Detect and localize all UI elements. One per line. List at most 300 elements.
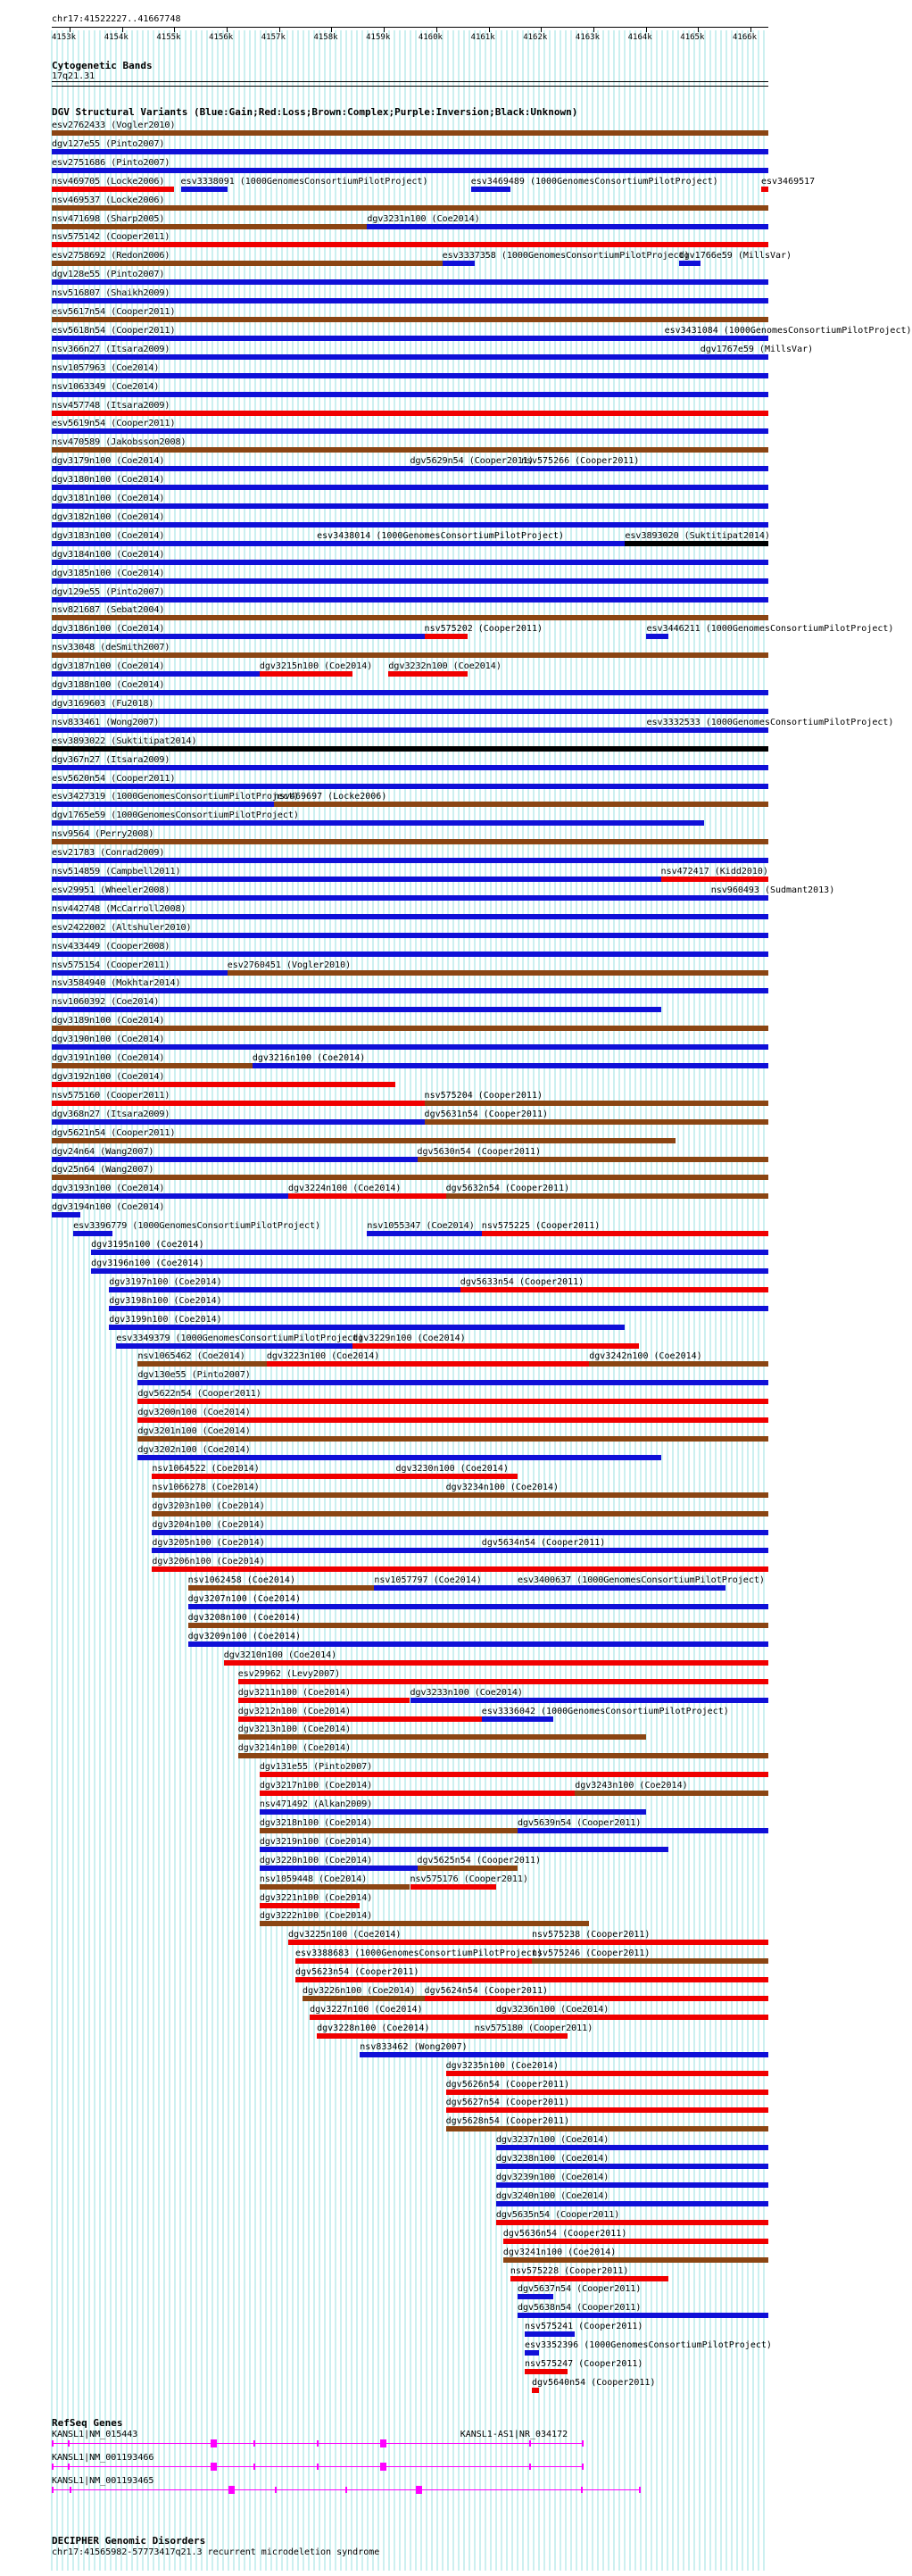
variant-bar[interactable]: [303, 1996, 425, 2001]
variant-label[interactable]: nsv470589 (Jakobsson2008): [52, 437, 187, 448]
variant-label[interactable]: dgv5638n54 (Cooper2011): [517, 2303, 642, 2314]
variant-label[interactable]: dgv3169603 (Fu2018): [52, 698, 154, 709]
variant-label[interactable]: nsv575176 (Cooper2011): [410, 1874, 528, 1884]
variant-bar[interactable]: [443, 261, 475, 266]
variant-bar[interactable]: [52, 392, 768, 397]
variant-label[interactable]: dgv3224n100 (Coe2014): [287, 1184, 402, 1194]
variant-bar[interactable]: [665, 336, 683, 341]
variant-bar[interactable]: [52, 634, 425, 639]
gene-exon[interactable]: [529, 2464, 531, 2470]
gene-exon[interactable]: [317, 2464, 319, 2470]
variant-bar[interactable]: [52, 1026, 768, 1031]
variant-bar[interactable]: [137, 1399, 768, 1404]
variant-label[interactable]: esv3400637 (1000GenomesConsortiumPilotProject): [517, 1575, 765, 1586]
variant-label[interactable]: nsv960493 (Sudmant2013): [710, 885, 835, 895]
variant-bar[interactable]: [52, 279, 768, 285]
variant-bar[interactable]: [52, 560, 768, 565]
variant-label[interactable]: dgv5627n54 (Cooper2011): [445, 2098, 570, 2108]
variant-label[interactable]: nsv366n27 (Itsara2009): [52, 344, 170, 354]
variant-label[interactable]: dgv3243n100 (Coe2014): [575, 1781, 688, 1791]
gene-exon[interactable]: [228, 2486, 235, 2494]
variant-label[interactable]: nsv575160 (Cooper2011): [52, 1090, 170, 1101]
variant-label[interactable]: dgv3181n100 (Coe2014): [52, 494, 165, 503]
variant-bar[interactable]: [238, 1753, 768, 1758]
variant-label[interactable]: dgv3205n100 (Coe2014): [152, 1538, 265, 1549]
variant-bar[interactable]: [52, 839, 768, 844]
variant-label[interactable]: dgv5628n54 (Cooper2011): [445, 2116, 570, 2127]
variant-label[interactable]: dgv128e55 (Pinto2007): [52, 270, 165, 280]
variant-label[interactable]: dgv3195n100 (Coe2014): [91, 1240, 204, 1250]
variant-bar[interactable]: [589, 1361, 768, 1367]
variant-bar[interactable]: [496, 2015, 768, 2020]
variant-label[interactable]: dgv3229n100 (Coe2014): [352, 1333, 466, 1343]
variant-label[interactable]: dgv3201n100 (Coe2014): [137, 1426, 251, 1436]
variant-label[interactable]: esv29951 (Wheeler2008): [52, 885, 170, 895]
variant-label[interactable]: dgv3222n100 (Coe2014): [259, 1911, 373, 1922]
variant-label[interactable]: dgv3228n100 (Coe2014): [317, 2023, 430, 2033]
variant-bar[interactable]: [52, 168, 768, 173]
variant-bar[interactable]: [288, 1193, 446, 1199]
variant-label[interactable]: dgv3240n100 (Coe2014): [495, 2190, 609, 2201]
gene-exon[interactable]: [529, 2440, 531, 2447]
variant-bar[interactable]: [238, 1698, 410, 1703]
variant-bar[interactable]: [625, 541, 768, 546]
variant-label[interactable]: esv3336042 (1000GenomesConsortiumPilotProject): [481, 1706, 729, 1716]
variant-label[interactable]: dgv1767e59 (MillsVar): [700, 344, 814, 354]
variant-label[interactable]: dgv3219n100 (Coe2014): [259, 1836, 373, 1847]
variant-label[interactable]: esv3446211 (1000GenomesConsortiumPilotProject): [646, 624, 894, 635]
variant-label[interactable]: dgv5625n54 (Cooper2011): [417, 1855, 541, 1866]
variant-label[interactable]: dgv3217n100 (Coe2014): [259, 1781, 373, 1791]
variant-bar[interactable]: [52, 933, 768, 938]
variant-bar[interactable]: [52, 1119, 425, 1125]
variant-label[interactable]: dgv3204n100 (Coe2014): [152, 1519, 265, 1530]
variant-bar[interactable]: [52, 242, 768, 247]
variant-label[interactable]: esv2762433 (Vogler2010): [52, 120, 176, 130]
variant-label[interactable]: dgv3193n100 (Coe2014): [52, 1184, 165, 1194]
variant-bar[interactable]: [503, 2257, 768, 2263]
variant-label[interactable]: nsv1065462 (Coe2014): [137, 1351, 245, 1362]
variant-bar[interactable]: [52, 914, 768, 919]
variant-bar[interactable]: [679, 261, 701, 266]
variant-label[interactable]: dgv3191n100 (Coe2014): [52, 1053, 165, 1063]
variant-label[interactable]: nsv575246 (Cooper2011): [532, 1949, 651, 1959]
variant-label[interactable]: dgv3183n100 (Coe2014): [52, 530, 165, 541]
variant-bar[interactable]: [260, 1921, 589, 1926]
variant-bar[interactable]: [52, 690, 768, 695]
gene-label[interactable]: KANSL1|NM_001193466: [52, 2453, 154, 2463]
variant-bar[interactable]: [295, 1958, 532, 1964]
variant-bar[interactable]: [188, 1623, 768, 1628]
variant-bar[interactable]: [410, 1884, 496, 1890]
variant-label[interactable]: esv3431084 (1000GenomesConsortiumPilotProject): [664, 325, 912, 336]
variant-bar[interactable]: [295, 1977, 768, 1982]
gene-exon[interactable]: [582, 2440, 584, 2447]
variant-label[interactable]: esv5619n54 (Cooper2011): [52, 419, 176, 429]
variant-bar[interactable]: [446, 1193, 768, 1199]
variant-bar[interactable]: [188, 1641, 768, 1647]
variant-label[interactable]: nsv1060392 (Coe2014): [52, 997, 160, 1008]
variant-label[interactable]: dgv3233n100 (Coe2014): [410, 1687, 523, 1698]
gene-exon[interactable]: [345, 2487, 347, 2493]
variant-label[interactable]: esv3352396 (1000GenomesConsortiumPilotProject): [524, 2340, 772, 2351]
variant-label[interactable]: dgv3216n100 (Coe2014): [252, 1053, 366, 1063]
variant-label[interactable]: nsv471698 (Sharp2005): [52, 213, 165, 224]
variant-label[interactable]: esv3469489 (1000GenomesConsortiumPilotProject): [470, 176, 718, 187]
variant-bar[interactable]: [52, 485, 768, 490]
variant-label[interactable]: dgv3203n100 (Coe2014): [152, 1500, 265, 1511]
variant-bar[interactable]: [471, 187, 510, 192]
variant-bar[interactable]: [446, 1492, 768, 1498]
variant-bar[interactable]: [260, 671, 352, 677]
variant-bar[interactable]: [496, 2164, 768, 2169]
variant-label[interactable]: nsv472417 (Kidd2010): [660, 867, 768, 877]
variant-label[interactable]: dgv127e55 (Pinto2007): [52, 138, 165, 149]
variant-label[interactable]: esv3338091 (1000GenomesConsortiumPilotProject): [180, 176, 428, 187]
variant-label[interactable]: dgv3192n100 (Coe2014): [52, 1071, 165, 1082]
variant-label[interactable]: dgv367n27 (Itsara2009): [52, 754, 170, 765]
variant-bar[interactable]: [52, 149, 768, 154]
variant-label[interactable]: dgv3206n100 (Coe2014): [152, 1557, 265, 1567]
variant-label[interactable]: esv2751686 (Pinto2007): [52, 157, 170, 168]
variant-label[interactable]: dgv5633n54 (Cooper2011): [460, 1276, 585, 1287]
variant-label[interactable]: dgv3189n100 (Coe2014): [52, 1016, 165, 1026]
variant-label[interactable]: esv2760451 (Vogler2010): [227, 960, 352, 970]
variant-label[interactable]: nsv821687 (Sebat2004): [52, 605, 165, 616]
variant-bar[interactable]: [152, 1474, 395, 1479]
variant-bar[interactable]: [188, 1585, 375, 1591]
variant-label[interactable]: esv3438014 (1000GenomesConsortiumPilotProject): [317, 530, 565, 541]
variant-label[interactable]: dgv5634n54 (Cooper2011): [481, 1538, 606, 1549]
variant-bar[interactable]: [52, 784, 768, 789]
variant-label[interactable]: nsv1057797 (Coe2014): [374, 1575, 482, 1586]
variant-label[interactable]: dgv3236n100 (Coe2014): [495, 2004, 609, 2015]
variant-label[interactable]: dgv3194n100 (Coe2014): [52, 1202, 165, 1213]
variant-label[interactable]: dgv1766e59 (MillsVar): [678, 251, 792, 262]
variant-bar[interactable]: [52, 820, 704, 826]
variant-label[interactable]: dgv3184n100 (Coe2014): [52, 549, 165, 560]
variant-bar[interactable]: [317, 541, 625, 546]
variant-label[interactable]: dgv3210n100 (Coe2014): [223, 1649, 337, 1660]
variant-bar[interactable]: [152, 1511, 768, 1517]
variant-label[interactable]: dgv368n27 (Itsara2009): [52, 1109, 170, 1119]
variant-label[interactable]: dgv3208n100 (Coe2014): [187, 1613, 301, 1623]
variant-bar[interactable]: [52, 522, 768, 528]
variant-label[interactable]: dgv3211n100 (Coe2014): [237, 1687, 352, 1698]
variant-label[interactable]: dgv24n64 (Wang2007): [52, 1146, 154, 1157]
variant-label[interactable]: nsv575204 (Cooper2011): [424, 1090, 543, 1101]
variant-label[interactable]: nsv469537 (Locke2006): [52, 195, 165, 205]
variant-label[interactable]: esv3893020 (Suktitipat2014): [625, 530, 770, 541]
variant-bar[interactable]: [260, 1866, 418, 1871]
variant-bar[interactable]: [52, 877, 661, 882]
gene-exon[interactable]: [416, 2486, 422, 2494]
variant-label[interactable]: esv3469517: [760, 176, 816, 187]
variant-bar[interactable]: [646, 727, 667, 733]
variant-label[interactable]: dgv5640n54 (Cooper2011): [532, 2377, 656, 2388]
variant-label[interactable]: nsv575247 (Cooper2011): [524, 2359, 643, 2369]
variant-label[interactable]: dgv3242n100 (Coe2014): [589, 1351, 702, 1362]
variant-bar[interactable]: [525, 2350, 539, 2356]
variant-bar[interactable]: [52, 578, 768, 584]
variant-bar[interactable]: [52, 671, 260, 677]
variant-label[interactable]: nsv575142 (Cooper2011): [52, 232, 170, 243]
variant-label[interactable]: nsv833461 (Wong2007): [52, 717, 160, 727]
variant-bar[interactable]: [475, 2033, 568, 2039]
variant-label[interactable]: dgv3198n100 (Coe2014): [109, 1295, 222, 1306]
variant-label[interactable]: dgv3227n100 (Coe2014): [310, 2004, 423, 2015]
variant-label[interactable]: nsv471492 (Alkan2009): [259, 1799, 373, 1809]
variant-bar[interactable]: [52, 1157, 418, 1162]
gene-exon[interactable]: [52, 2464, 54, 2470]
variant-bar[interactable]: [52, 597, 768, 602]
variant-bar[interactable]: [260, 1847, 668, 1852]
variant-label[interactable]: esv3337358 (1000GenomesConsortiumPilotProject): [442, 251, 690, 262]
variant-label[interactable]: nsv833462 (Wong2007): [360, 2041, 468, 2052]
variant-label[interactable]: nsv9564 (Perry2008): [52, 829, 154, 840]
gene-exon[interactable]: [52, 2487, 54, 2493]
variant-label[interactable]: nsv575202 (Cooper2011): [424, 624, 543, 635]
variant-label[interactable]: nsv575154 (Cooper2011): [52, 960, 170, 970]
variant-label[interactable]: dgv3186n100 (Coe2014): [52, 624, 165, 635]
variant-bar[interactable]: [52, 765, 768, 770]
variant-bar[interactable]: [52, 503, 768, 509]
variant-bar[interactable]: [425, 1119, 768, 1125]
variant-label[interactable]: dgv3179n100 (Coe2014): [52, 456, 165, 467]
variant-label[interactable]: dgv3215n100 (Coe2014): [259, 661, 373, 672]
variant-bar[interactable]: [91, 1268, 768, 1274]
variant-bar[interactable]: [532, 1958, 768, 1964]
variant-bar[interactable]: [367, 224, 768, 229]
variant-bar[interactable]: [52, 130, 768, 136]
variant-bar[interactable]: [360, 2052, 768, 2057]
variant-bar[interactable]: [575, 1791, 768, 1796]
variant-label[interactable]: esv5617n54 (Cooper2011): [52, 307, 176, 317]
variant-label[interactable]: dgv5637n54 (Cooper2011): [517, 2284, 642, 2295]
variant-bar[interactable]: [52, 1193, 288, 1199]
variant-bar[interactable]: [260, 1884, 410, 1890]
variant-bar[interactable]: [761, 187, 768, 192]
variant-label[interactable]: dgv5632n54 (Cooper2011): [445, 1184, 570, 1194]
variant-bar[interactable]: [91, 1250, 768, 1255]
variant-bar[interactable]: [260, 1791, 575, 1796]
gene-exon[interactable]: [380, 2463, 386, 2471]
variant-label[interactable]: dgv3180n100 (Coe2014): [52, 475, 165, 486]
variant-bar[interactable]: [52, 1063, 253, 1068]
variant-bar[interactable]: [52, 187, 174, 192]
variant-bar[interactable]: [525, 2331, 575, 2337]
variant-bar[interactable]: [109, 1325, 625, 1330]
variant-label[interactable]: dgv129e55 (Pinto2007): [52, 586, 165, 597]
variant-label[interactable]: dgv3220n100 (Coe2014): [259, 1855, 373, 1866]
decipher-item[interactable]: chr17:41565982-57773417q21.3 recurrent microdeletion syndrome: [52, 2547, 380, 2557]
variant-label[interactable]: dgv3199n100 (Coe2014): [109, 1314, 222, 1325]
variant-label[interactable]: esv3427319 (1000GenomesConsortiumPilotProject): [52, 792, 299, 802]
variant-bar[interactable]: [52, 466, 410, 471]
variant-label[interactable]: nsv469697 (Locke2006): [273, 792, 387, 802]
variant-bar[interactable]: [446, 2071, 768, 2076]
variant-label[interactable]: dgv3213n100 (Coe2014): [237, 1724, 352, 1735]
variant-bar[interactable]: [52, 411, 768, 416]
variant-bar[interactable]: [52, 336, 768, 341]
variant-bar[interactable]: [446, 2090, 768, 2095]
variant-label[interactable]: dgv3212n100 (Coe2014): [237, 1706, 352, 1716]
variant-bar[interactable]: [288, 1940, 532, 1945]
variant-bar[interactable]: [52, 298, 768, 303]
variant-bar[interactable]: [496, 2182, 768, 2188]
variant-bar[interactable]: [52, 709, 768, 714]
variant-bar[interactable]: [137, 1380, 768, 1385]
variant-bar[interactable]: [52, 615, 768, 620]
variant-bar[interactable]: [52, 373, 768, 378]
variant-label[interactable]: dgv3185n100 (Coe2014): [52, 568, 165, 578]
variant-bar[interactable]: [52, 746, 768, 752]
gene-exon[interactable]: [639, 2487, 641, 2493]
variant-label[interactable]: dgv25n64 (Wang2007): [52, 1165, 154, 1176]
variant-label[interactable]: nsv1059448 (Coe2014): [259, 1874, 368, 1884]
gene-exon[interactable]: [275, 2487, 277, 2493]
variant-bar[interactable]: [152, 1530, 768, 1535]
gene-exon[interactable]: [52, 2440, 54, 2447]
variant-label[interactable]: dgv3241n100 (Coe2014): [502, 2247, 617, 2257]
variant-bar[interactable]: [52, 1007, 661, 1012]
variant-label[interactable]: nsv1066278 (Coe2014): [152, 1482, 260, 1492]
variant-bar[interactable]: [410, 466, 521, 471]
variant-label[interactable]: dgv5624n54 (Cooper2011): [424, 1986, 549, 1996]
variant-label[interactable]: nsv442748 (McCarroll2008): [52, 903, 187, 914]
variant-label[interactable]: nsv1062458 (Coe2014): [187, 1575, 295, 1586]
variant-bar[interactable]: [137, 1436, 768, 1442]
variant-label[interactable]: dgv3187n100 (Coe2014): [52, 661, 165, 672]
variant-label[interactable]: dgv1765e59 (1000GenomesConsortiumPilotProject): [52, 810, 299, 821]
variant-bar[interactable]: [496, 2145, 768, 2150]
variant-bar[interactable]: [425, 1101, 768, 1106]
variant-label[interactable]: nsv1055347 (Coe2014): [367, 1221, 475, 1232]
gene-exon[interactable]: [253, 2440, 255, 2447]
variant-bar[interactable]: [52, 1101, 425, 1106]
variant-bar[interactable]: [518, 2313, 768, 2318]
variant-label[interactable]: dgv3196n100 (Coe2014): [91, 1258, 204, 1268]
variant-bar[interactable]: [532, 2388, 539, 2393]
gene-exon[interactable]: [581, 2487, 583, 2493]
variant-bar[interactable]: [425, 634, 468, 639]
variant-label[interactable]: dgv3207n100 (Coe2014): [187, 1594, 301, 1605]
variant-label[interactable]: esv2422002 (Altshuler2010): [52, 922, 192, 933]
variant-bar[interactable]: [52, 858, 768, 863]
variant-label[interactable]: nsv1063349 (Coe2014): [52, 381, 160, 392]
variant-bar[interactable]: [425, 1996, 768, 2001]
variant-bar[interactable]: [395, 1474, 518, 1479]
gene-label[interactable]: KANSL1|NM_001193465: [52, 2476, 154, 2486]
variant-label[interactable]: nsv1057963 (Coe2014): [52, 362, 160, 373]
variant-label[interactable]: dgv3238n100 (Coe2014): [495, 2154, 609, 2165]
variant-label[interactable]: esv3388683 (1000GenomesConsortiumPilotProject): [295, 1949, 543, 1959]
variant-label[interactable]: dgv5629n54 (Cooper2011): [410, 456, 534, 467]
variant-bar[interactable]: [317, 2033, 475, 2039]
variant-bar[interactable]: [52, 970, 228, 976]
variant-bar[interactable]: [352, 1343, 639, 1349]
variant-bar[interactable]: [525, 2369, 568, 2374]
variant-label[interactable]: esv21783 (Conrad2009): [52, 848, 165, 859]
gene-exon[interactable]: [68, 2440, 70, 2447]
variant-label[interactable]: dgv5621n54 (Cooper2011): [52, 1127, 176, 1138]
variant-label[interactable]: esv5620n54 (Cooper2011): [52, 773, 176, 784]
variant-bar[interactable]: [646, 634, 667, 639]
variant-bar[interactable]: [181, 187, 228, 192]
variant-bar[interactable]: [52, 317, 768, 322]
variant-label[interactable]: nsv575238 (Cooper2011): [532, 1930, 651, 1940]
variant-label[interactable]: dgv5626n54 (Cooper2011): [445, 2079, 570, 2090]
variant-bar[interactable]: [152, 1548, 481, 1553]
variant-label[interactable]: nsv575241 (Cooper2011): [524, 2322, 643, 2332]
variant-bar[interactable]: [446, 2107, 768, 2113]
variant-bar[interactable]: [224, 1660, 768, 1666]
variant-bar[interactable]: [52, 802, 274, 807]
variant-bar[interactable]: [460, 1287, 768, 1292]
gene-exon[interactable]: [380, 2439, 386, 2447]
variant-label[interactable]: dgv3237n100 (Coe2014): [495, 2135, 609, 2146]
variant-label[interactable]: dgv3200n100 (Coe2014): [137, 1408, 251, 1418]
variant-bar[interactable]: [137, 1417, 768, 1423]
variant-label[interactable]: nsv514859 (Campbell2011): [52, 867, 181, 877]
variant-label[interactable]: nsv575180 (Cooper2011): [474, 2023, 593, 2033]
variant-bar[interactable]: [482, 1548, 768, 1553]
gene-label[interactable]: KANSL1-AS1|NR_034172: [460, 2430, 568, 2439]
variant-bar[interactable]: [52, 354, 768, 360]
variant-label[interactable]: nsv575228 (Cooper2011): [510, 2265, 629, 2276]
variant-label[interactable]: dgv3202n100 (Coe2014): [137, 1444, 251, 1455]
variant-label[interactable]: dgv3235n100 (Coe2014): [445, 2060, 560, 2071]
variant-bar[interactable]: [238, 1716, 482, 1722]
variant-bar[interactable]: [518, 1585, 725, 1591]
variant-label[interactable]: dgv3239n100 (Coe2014): [495, 2173, 609, 2182]
variant-label[interactable]: dgv3223n100 (Coe2014): [266, 1351, 380, 1362]
variant-label[interactable]: esv3349379 (1000GenomesConsortiumPilotProject): [116, 1333, 364, 1343]
variant-bar[interactable]: [52, 261, 443, 266]
variant-bar[interactable]: [52, 1175, 768, 1180]
variant-bar[interactable]: [260, 1772, 768, 1777]
variant-label[interactable]: nsv469705 (Locke2006): [52, 176, 165, 187]
variant-label[interactable]: dgv3226n100 (Coe2014): [303, 1986, 416, 1996]
variant-bar[interactable]: [238, 1679, 768, 1684]
gene-exon[interactable]: [211, 2463, 217, 2471]
variant-bar[interactable]: [52, 1082, 395, 1087]
variant-label[interactable]: nsv457748 (Itsara2009): [52, 400, 170, 411]
variant-label[interactable]: dgv3214n100 (Coe2014): [237, 1743, 352, 1754]
variant-label[interactable]: nsv575225 (Cooper2011): [481, 1221, 601, 1232]
variant-label[interactable]: dgv3234n100 (Coe2014): [445, 1482, 560, 1492]
variant-label[interactable]: nsv3584940 (Mokhtar2014): [52, 978, 181, 989]
variant-bar[interactable]: [137, 1361, 267, 1367]
variant-label[interactable]: dgv5636n54 (Cooper2011): [502, 2228, 627, 2239]
variant-bar[interactable]: [228, 970, 768, 976]
variant-bar[interactable]: [410, 1698, 769, 1703]
variant-label[interactable]: dgv5631n54 (Cooper2011): [424, 1109, 549, 1119]
variant-bar[interactable]: [418, 1866, 518, 1871]
variant-bar[interactable]: [260, 1828, 518, 1833]
gene-label[interactable]: KANSL1|NM_015443: [52, 2430, 138, 2439]
variant-label[interactable]: nsv575266 (Cooper2011): [520, 456, 640, 467]
variant-label[interactable]: dgv3197n100 (Coe2014): [109, 1276, 222, 1287]
variant-bar[interactable]: [116, 1343, 352, 1349]
variant-bar[interactable]: [496, 2201, 768, 2206]
variant-label[interactable]: dgv5635n54 (Cooper2011): [495, 2209, 620, 2220]
variant-bar[interactable]: [238, 1734, 647, 1740]
variant-label[interactable]: dgv3190n100 (Coe2014): [52, 1035, 165, 1045]
variant-label[interactable]: dgv5639n54 (Cooper2011): [517, 1817, 642, 1828]
variant-bar[interactable]: [521, 466, 768, 471]
variant-label[interactable]: esv5618n54 (Cooper2011): [52, 325, 176, 336]
